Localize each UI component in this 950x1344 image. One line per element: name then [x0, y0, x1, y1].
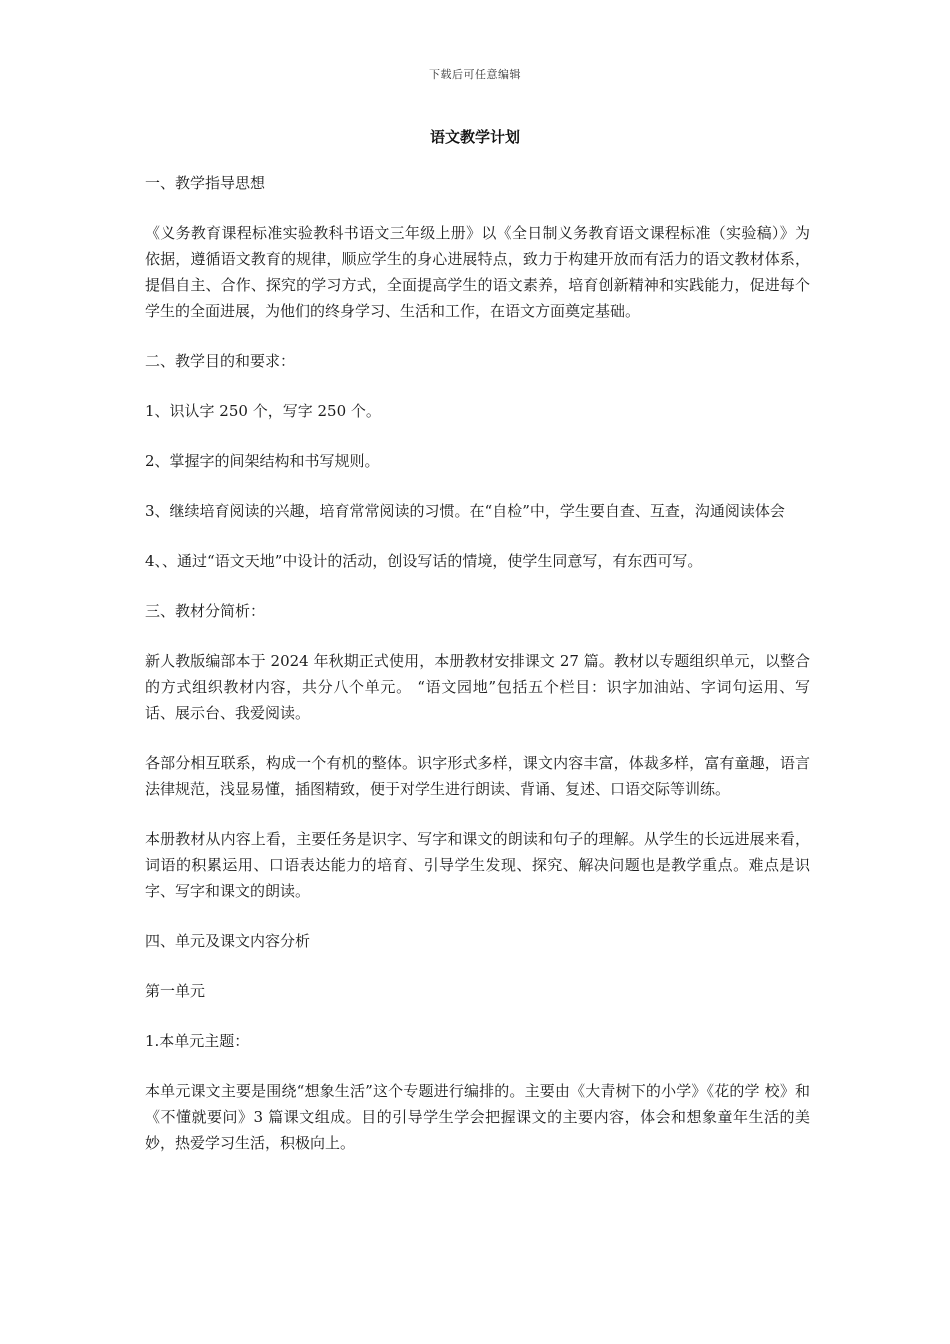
document-title: 语文教学计划	[429, 128, 520, 146]
goal-item-3: 3、继续培育阅读的兴趣，培育常常阅读的习惯。在“自检”中，学生要自查、互查，沟通阅读体会	[145, 502, 785, 520]
section-heading-guiding-ideology: 一、教学指导思想	[145, 174, 266, 192]
paragraph-unit-theme: 本单元课文主要是围绕“想象生活”这个专题进行编排的。主要由《大青树下的小学》《花的学 校》和《不懂就要问》3 篇课文组成。目的引导学生学会把握课文的主要内容，体会和想象童年生活的美妙，热爱学习生活，积极向上。	[145, 1082, 810, 1152]
goal-item-4: 4、、通过“语文天地”中设计的活动，创设写话的情境，使学生同意写，有东西可写。	[145, 552, 703, 570]
goal-item-1: 1、识认字 250 个，写字 250 个。	[145, 402, 381, 420]
paragraph-guiding-ideology: 《义务教育课程标准实验教科书语文三年级上册》以《全日制义务教育语文课程标准（实验稿）》为依据，遵循语文教育的规律，顺应学生的身心进展特点，致力于构建开放而有活力的语文教材体系，提倡自主、合作、探究的学习方式，全面提高学生的语文素养，培育创新精神和实践能力，促进每个学生的全面进展，为他们的终身学习、生活和工作，在语文方面奠定基础。	[145, 224, 810, 320]
unit-theme-label: 1.本单元主题：	[145, 1032, 250, 1050]
section-heading-unit-analysis: 四、单元及课文内容分析	[145, 932, 311, 950]
section-heading-goals: 二、教学目的和要求：	[145, 352, 296, 370]
goal-item-2: 2、掌握字的间架结构和书写规则。	[145, 452, 380, 470]
document-body	[145, 170, 810, 1180]
section-heading-textbook-analysis: 三、教材分简析：	[145, 602, 266, 620]
unit-heading-first: 第一单元	[145, 982, 206, 1000]
header-note: 下载后可任意编辑	[429, 68, 521, 81]
paragraph-textbook-tasks: 本册教材从内容上看，主要任务是识字、写字和课文的朗读和句子的理解。从学生的长远进展来看，词语的积累运用、口语表达能力的培育、引导学生发现、探究、解决问题也是教学重点。难点是识字、写字和课文的朗读。	[145, 830, 810, 900]
paragraph-textbook-overview: 新人教版编部本于 2024 年秋期正式使用，本册教材安排课文 27 篇。教材以专题组织单元，以整合的方式组织教材内容，共分八个单元。 “语文园地”包括五个栏目：识字加油站、字词句运用、写话、展示台、我爱阅读。	[145, 652, 810, 722]
paragraph-textbook-structure: 各部分相互联系，构成一个有机的整体。识字形式多样，课文内容丰富，体裁多样，富有童趣，语言法律规范，浅显易懂，插图精致，便于对学生进行朗读、背诵、复述、口语交际等训练。	[145, 754, 810, 798]
